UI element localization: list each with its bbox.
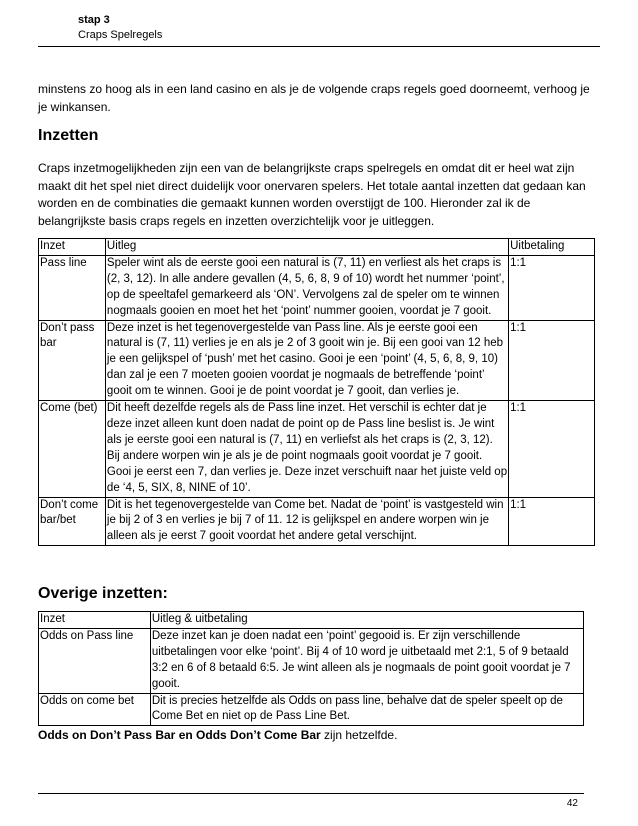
payout-cell: 1:1 xyxy=(509,401,595,497)
section-paragraph: Craps inzetmogelijkheden zijn een van de belangrijkste craps spelregels en omdat dit er heel wat zijn maakt dit het spel niet direct duidelijk voor onervaren spelers. Het totale aantal inzetten dat gedaan kan worden en de combinaties die gemaakt kunnen worden overstijgt de 100. Hieronder zal ik de belangrijkste basis craps regels en inzetten overzichtelijk voor je uitleggen. xyxy=(38,161,586,228)
payout-cell: 1:1 xyxy=(509,255,595,320)
page-number: 42 xyxy=(566,798,578,809)
table-row xyxy=(39,693,584,726)
other-bets-table xyxy=(38,611,584,726)
table-row xyxy=(39,255,595,320)
bet-cell: Don’t come bar/bet xyxy=(39,497,106,546)
page-footer xyxy=(38,793,584,809)
explanation-cell: Dit is precies hetzelfde als Odds on pass line, behalve dat de speler speelt op de Come Bet en niet op de Pass Line Bet. xyxy=(150,693,583,726)
bet-cell: Come (bet) xyxy=(39,401,106,497)
explanation-cell: Deze inzet kan je doen nadat een ‘point’ gegooid is. Er zijn verschillende uitbetalingen voor elke ‘point’. Bij 4 of 10 word je uitbetaald met 2:1, 5 of 9 betaald 3:2 en 6 of 8 betaald 6:5. Je wint alleen als je nogmaals de point gooit voordat je 7 gooit. xyxy=(150,628,583,693)
bets-table xyxy=(38,238,595,546)
explanation-cell: Dit is het tegenovergestelde van Come bet. Nadat de ‘point’ is vastgesteld win je bij 2 of 3 en verlies je bij 7 of 11. 12 is gelijkspel en andere worpen win je alleen als je eerst 7 gooit voordat het andere getal verschijnt. xyxy=(105,497,508,546)
table-header-row xyxy=(39,239,595,256)
bet-cell: Odds on come bet xyxy=(39,693,151,726)
footnote-bold: Odds on Don’t Pass Bar en Odds Don’t Come Bar xyxy=(38,728,321,742)
header-cell-explanation: Uitleg xyxy=(105,239,508,256)
footnote xyxy=(38,728,397,742)
header-cell-bet: Inzet xyxy=(39,239,106,256)
table-row xyxy=(39,497,595,546)
header-cell-bet: Inzet xyxy=(39,612,151,629)
table-header-row xyxy=(39,612,584,629)
chapter-subtitle: Craps Spelregels xyxy=(78,29,163,41)
bet-cell: Odds on Pass line xyxy=(39,628,151,693)
footnote-rest: zijn hetzelfde. xyxy=(320,728,398,742)
bet-cell: Pass line xyxy=(39,255,106,320)
chapter-label: stap 3 xyxy=(78,14,110,26)
explanation-cell: Deze inzet is het tegenovergestelde van Pass line. Als je eerste gooi een natural is (7, 11) verlies je en als je 2 of 3 gooit win je. Bij een gooi van 12 heb je een gelijkspel of ‘push’ met het casino. Gooi je een ‘point’ (4, 5, 6, 8, 9, 10) dan zal je een 7 moeten gooien voordat je nogmaals de betreffende ‘point’ gooit om te winnen. Gooi je de point voordat je 7 gooit, dan verlies je. xyxy=(105,320,508,401)
header-cell-payout: Uitbetaling xyxy=(509,239,595,256)
table-row xyxy=(39,320,595,401)
section-heading-overige: Overige inzetten: xyxy=(38,585,168,602)
table-row xyxy=(39,628,584,693)
table-row xyxy=(39,401,595,497)
payout-cell: 1:1 xyxy=(509,497,595,546)
explanation-cell: Dit heeft dezelfde regels als de Pass line inzet. Het verschil is echter dat je deze inzet alleen kunt doen nadat de point op de Pass line beslist is. Je wint als je eerste gooi een natural is (7, 11) en verliefst als het craps is (2, 3, 12). Bij andere worpen win je als je de point nogmaals gooit voordat je 7 gooit. Gooi je eerst een 7, dan verlies je. Deze inzet verschuift naar het juiste veld op de ‘4, 5, SIX, 8, NINE of 10’. xyxy=(105,401,508,497)
section-heading-inzetten: Inzetten xyxy=(38,127,99,144)
page-header xyxy=(38,12,600,47)
intro-paragraph: minstens zo hoog als in een land casino en als je de volgende craps regels goed doorneemt, verhoog je je winkansen. xyxy=(38,82,590,114)
explanation-cell: Speler wint als de eerste gooi een natural is (7, 11) en verliest als het craps is (2, 3, 12). In alle andere gevallen (4, 5, 6, 8, 9 of 10) wordt het nummer ‘point’, op de speeltafel gemarkeerd als ‘ON’. Vervolgens zal de speler om te winnen nogmaals gooien en moet het het ‘point’ nummer gooien, voordat je 7 gooit. xyxy=(105,255,508,320)
payout-cell: 1:1 xyxy=(509,320,595,401)
header-cell-explanation: Uitleg & uitbetaling xyxy=(150,612,583,629)
bet-cell: Don’t pass bar xyxy=(39,320,106,401)
